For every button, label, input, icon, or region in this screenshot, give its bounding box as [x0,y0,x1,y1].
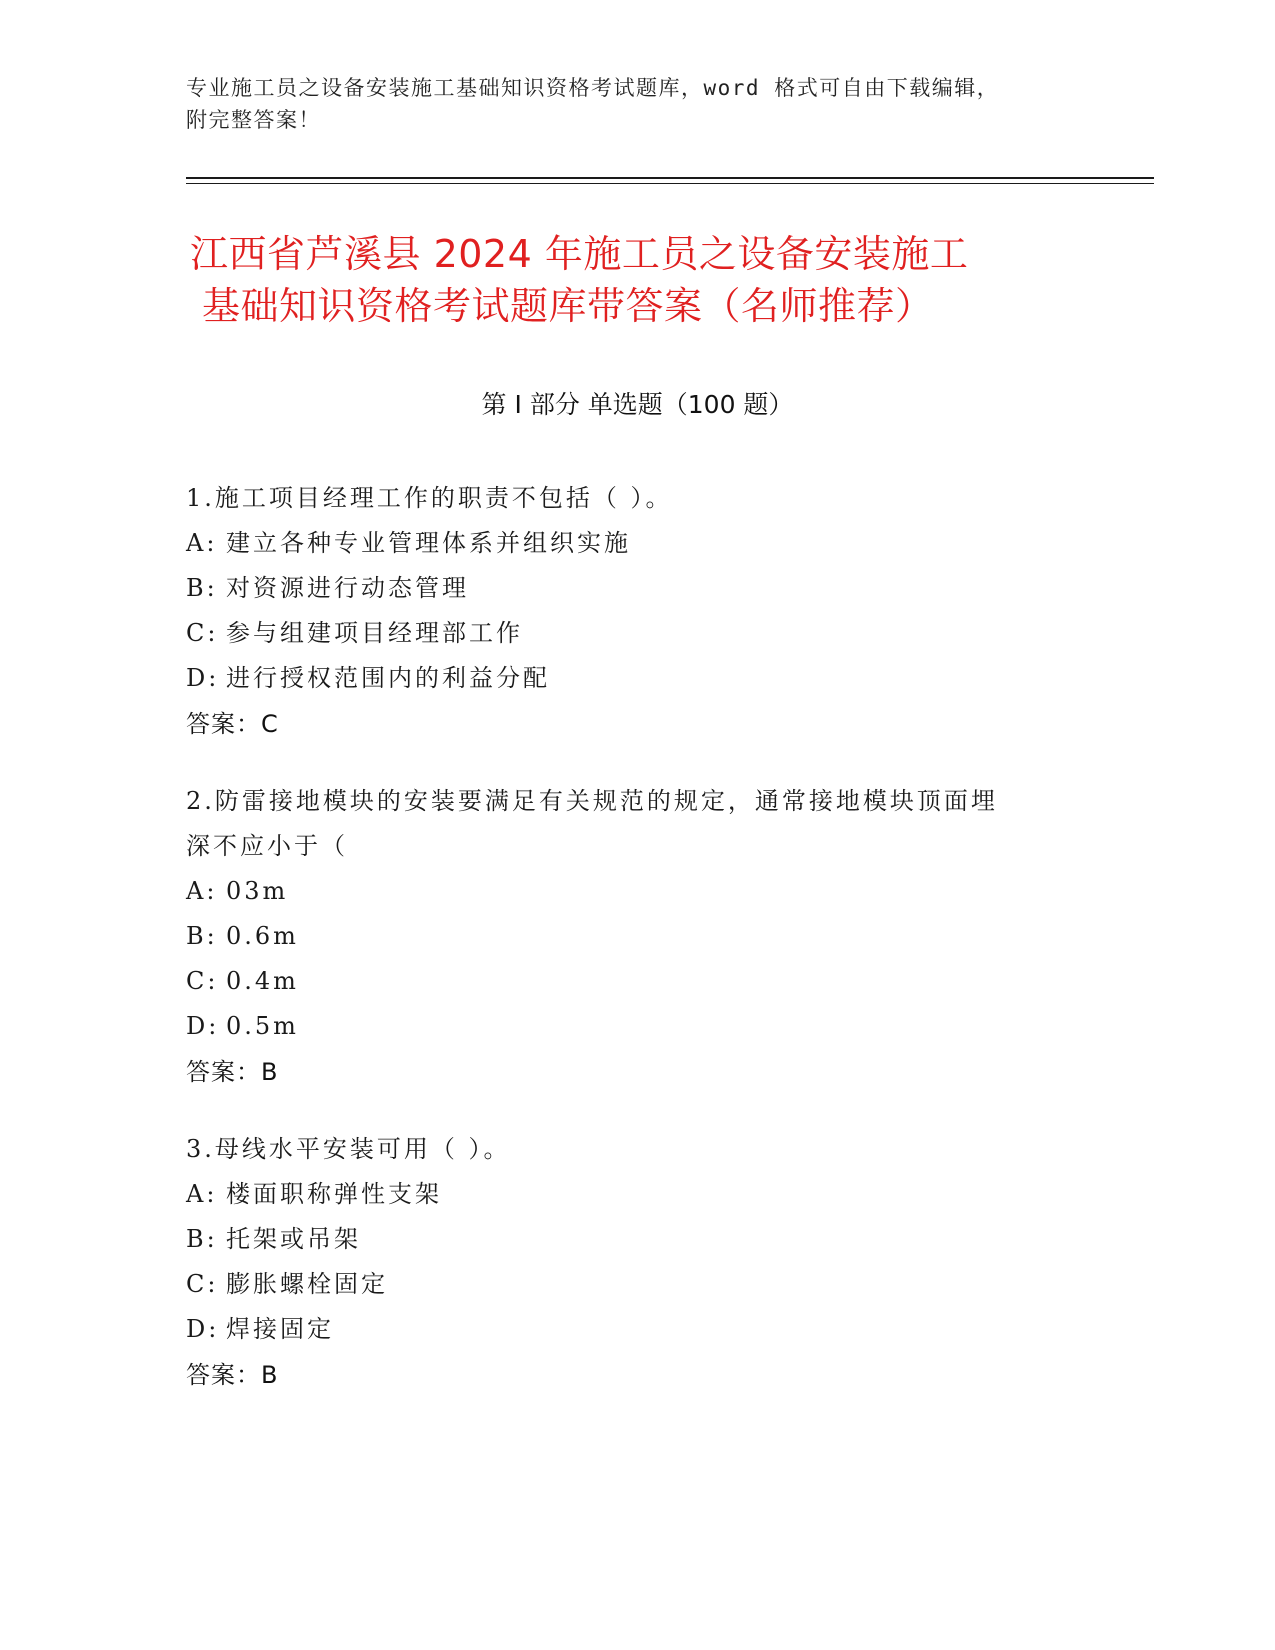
question-stem-line: 1.施工项目经理工作的职责不包括（ ）。 [186,484,673,512]
option-a [186,1172,1086,1217]
option-b [186,1217,1086,1262]
option-key: D: [186,1012,220,1040]
option-text: 焊接固定 [226,1315,334,1343]
answer-line: 答案：C [186,710,279,738]
option-text: 建立各种专业管理体系并组织实施 [226,529,631,557]
option-text: 0.5m [226,1012,299,1040]
header-divider-thin [186,183,1154,184]
question-3 [186,1127,1086,1398]
option-key: B: [186,574,218,602]
option-text: 托架或吊架 [226,1225,361,1253]
option-b [186,914,1086,959]
option-key: C: [186,619,219,647]
option-key: A: [186,529,218,557]
section-heading: 第 I 部分 单选题（100 题） [481,390,794,419]
option-text: 对资源进行动态管理 [226,574,469,602]
document-title [190,228,1130,332]
option-text: 楼面职称弹性支架 [226,1180,442,1208]
answer-line: 答案：B [186,1058,279,1086]
option-c [186,611,1086,656]
option-text: 03m [226,877,289,905]
option-key: B: [186,1225,218,1253]
question-stem [186,476,1086,521]
option-key: C: [186,1270,219,1298]
option-c [186,1262,1086,1307]
question-stem [186,1127,1086,1172]
option-c [186,959,1086,1004]
option-key: C: [186,967,219,995]
option-b [186,566,1086,611]
option-d [186,1307,1086,1352]
option-key: B: [186,922,218,950]
question-1 [186,476,1086,747]
question-stem [186,779,1086,869]
header-note [186,72,1066,136]
option-a [186,521,1086,566]
option-key: A: [186,877,218,905]
option-text: 0.4m [226,967,299,995]
question-stem-line: 3.母线水平安装可用（ ）。 [186,1135,511,1163]
option-key: A: [186,1180,218,1208]
option-d [186,656,1086,701]
option-text: 参与组建项目经理部工作 [226,619,523,647]
option-a [186,869,1086,914]
document-title-line-2: 基础知识资格考试题库带答案（名师推荐） [202,284,934,328]
option-key: D: [186,1315,220,1343]
question-2 [186,779,1086,1095]
answer-line: 答案：B [186,1361,279,1389]
option-text: 膨胀螺栓固定 [226,1270,388,1298]
option-d [186,1004,1086,1049]
option-key: D: [186,664,220,692]
option-text: 进行授权范围内的利益分配 [226,664,550,692]
header-divider-thick [186,177,1154,179]
document-title-line-1: 江西省芦溪县 2024 年施工员之设备安装施工 [190,232,969,276]
header-note-line-1: 专业施工员之设备安装施工基础知识资格考试题库，word 格式可自由下载编辑， [186,76,1000,100]
question-stem-line: 深不应小于（ [186,832,348,860]
option-text: 0.6m [226,922,299,950]
header-note-line-2: 附完整答案！ [186,108,321,132]
question-stem-line: 2.防雷接地模块的安装要满足有关规范的规定，通常接地模块顶面埋 [186,787,998,815]
